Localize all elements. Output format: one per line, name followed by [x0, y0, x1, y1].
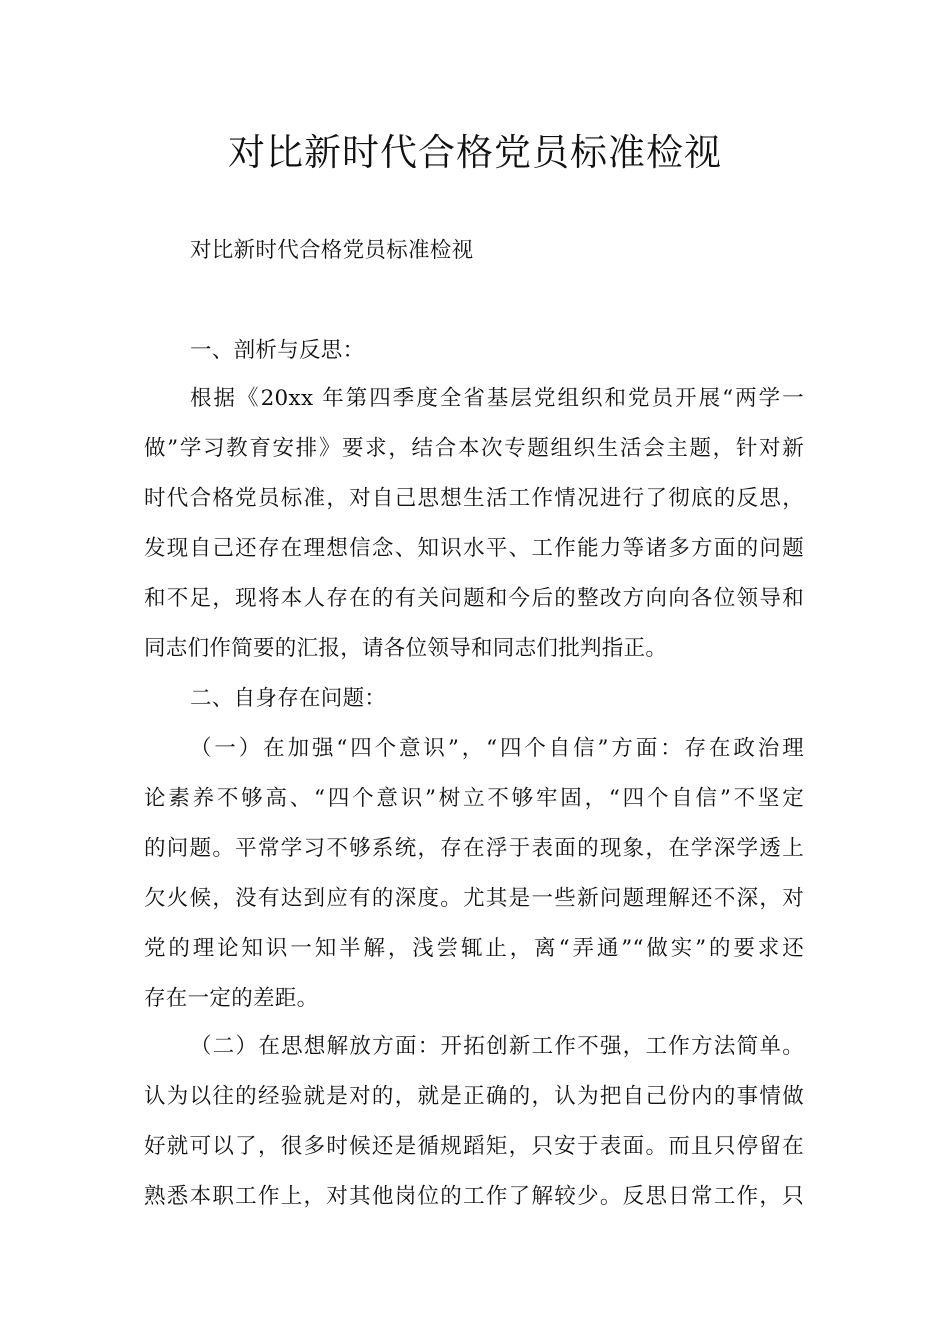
paragraph-line: 存在一定的差距。	[144, 986, 319, 1011]
paragraph-line: 欠火候，没有达到应有的深度。尤其是一些新问题理解还不深，对	[144, 886, 804, 911]
section-heading-1: 一、剖析与反思：	[190, 338, 365, 363]
paragraph-line: 好就可以了，很多时候还是循规蹈矩，只安于表面。而且只停留在	[144, 1134, 804, 1159]
paragraph-line: 同志们作简要的汇报，请各位领导和同志们批判指正。	[144, 636, 668, 661]
paragraph-line: 时代合格党员标准，对自己思想生活工作情况进行了彻底的反思，	[144, 486, 804, 511]
paragraph-line: 根据《20xx 年第四季度全省基层党组织和党员开展“两学一	[190, 386, 804, 411]
paragraph-line: 和不足，现将本人存在的有关问题和今后的整改方向向各位领导和	[144, 586, 804, 611]
paragraph-line: （二）在思想解放方面：开拓创新工作不强，工作方法简单。	[190, 1034, 804, 1059]
paragraph-line: 党的理论知识一知半解，浅尝辄止，离“弄通”“做实”的要求还	[144, 936, 804, 961]
page-title: 对比新时代合格党员标准检视	[228, 131, 722, 174]
section-heading-2: 二、自身存在问题：	[190, 686, 387, 711]
paragraph-line: 的问题。平常学习不够系统，存在浮于表面的现象，在学深学透上	[144, 836, 804, 861]
paragraph-line: （一）在加强“四个意识”，“四个自信”方面：存在政治理	[190, 736, 804, 761]
paragraph-line: 熟悉本职工作上，对其他岗位的工作了解较少。反思日常工作，只	[144, 1184, 804, 1209]
paragraph-line: 认为以往的经验就是对的，就是正确的，认为把自己份内的事情做	[144, 1084, 804, 1109]
paragraph-line: 论素养不够高、“四个意识”树立不够牢固，“四个自信”不坚定	[144, 786, 804, 811]
document-subtitle: 对比新时代合格党员标准检视	[190, 238, 474, 263]
paragraph-line: 发现自己还存在理想信念、知识水平、工作能力等诸多方面的问题	[144, 536, 804, 561]
paragraph-line: 做”学习教育安排》要求，结合本次专题组织生活会主题，针对新	[144, 436, 804, 461]
